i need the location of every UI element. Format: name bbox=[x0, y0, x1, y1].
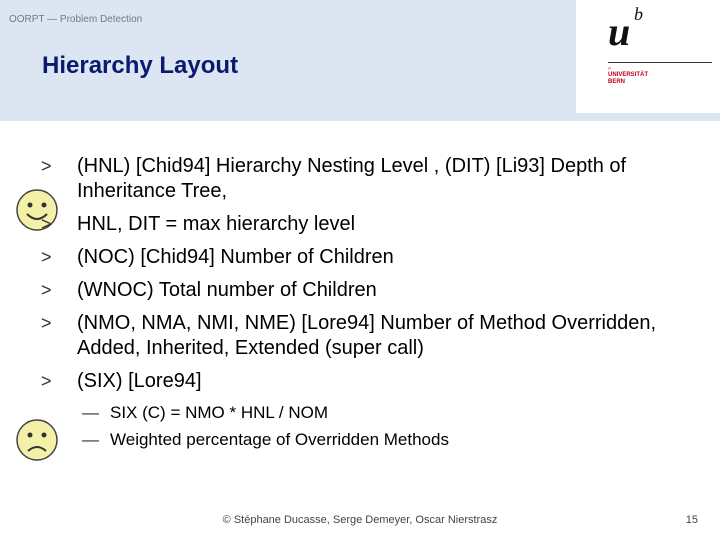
header-divider bbox=[0, 113, 720, 121]
university-logo bbox=[578, 0, 720, 113]
bullet-item bbox=[41, 311, 700, 361]
logo-b: b bbox=[634, 4, 643, 24]
sub-bullet-list bbox=[82, 402, 720, 451]
bullet-marker: > bbox=[41, 313, 52, 333]
sub-bullet-item bbox=[82, 402, 720, 424]
sub-bullet-text: Weighted percentage of Overridden Methods bbox=[110, 430, 449, 449]
logo-name bbox=[608, 72, 648, 86]
logo-mark: > bbox=[608, 66, 611, 72]
logo-name-line2: BERN bbox=[608, 79, 626, 85]
bullet-marker: > bbox=[41, 214, 52, 234]
sub-bullet-text: SIX (C) = NMO * HNL / NOM bbox=[110, 403, 329, 422]
bullet-text: (WNOC) Total number of Children bbox=[77, 279, 377, 301]
sub-bullet-marker: — bbox=[82, 403, 99, 422]
bullet-text: (HNL) [Chid94] Hierarchy Nesting Level , (DIT) [Li93] Depth of Inheritance Tree, bbox=[77, 155, 627, 202]
page-number: 15 bbox=[685, 514, 698, 526]
bullet-text: (NOC) [Chid94] Number of Children bbox=[77, 246, 394, 268]
bullet-marker: > bbox=[41, 280, 52, 300]
breadcrumb: OORPT — Problem Detection bbox=[9, 14, 143, 25]
logo-u: u bbox=[608, 9, 631, 54]
sub-bullet-item bbox=[82, 429, 720, 451]
sub-bullet-marker: — bbox=[82, 430, 99, 449]
page-title: Hierarchy Layout bbox=[42, 52, 239, 79]
bullet-item bbox=[41, 369, 700, 394]
bullet-item bbox=[41, 212, 700, 237]
bullet-text: HNL, DIT = max hierarchy level bbox=[77, 213, 356, 235]
bullet-text: (SIX) [Lore94] bbox=[77, 370, 202, 392]
bullet-marker: > bbox=[41, 371, 52, 391]
bullet-item bbox=[41, 278, 700, 303]
footer-copyright: © Stéphane Ducasse, Serge Demeyer, Oscar Nierstrasz bbox=[222, 514, 498, 526]
bullet-text: (NMO, NMA, NMI, NME) [Lore94] Number of Method Overridden, Added, Inherited, Extended (super call) bbox=[77, 312, 657, 359]
logo-name-line1: UNIVERSITÄT bbox=[608, 72, 649, 78]
slide-content bbox=[0, 154, 720, 456]
logo-rule bbox=[608, 62, 712, 63]
bullet-marker: > bbox=[41, 247, 52, 267]
bullet-marker: > bbox=[41, 156, 52, 176]
bullet-item bbox=[41, 245, 700, 270]
bullet-item bbox=[41, 154, 700, 204]
